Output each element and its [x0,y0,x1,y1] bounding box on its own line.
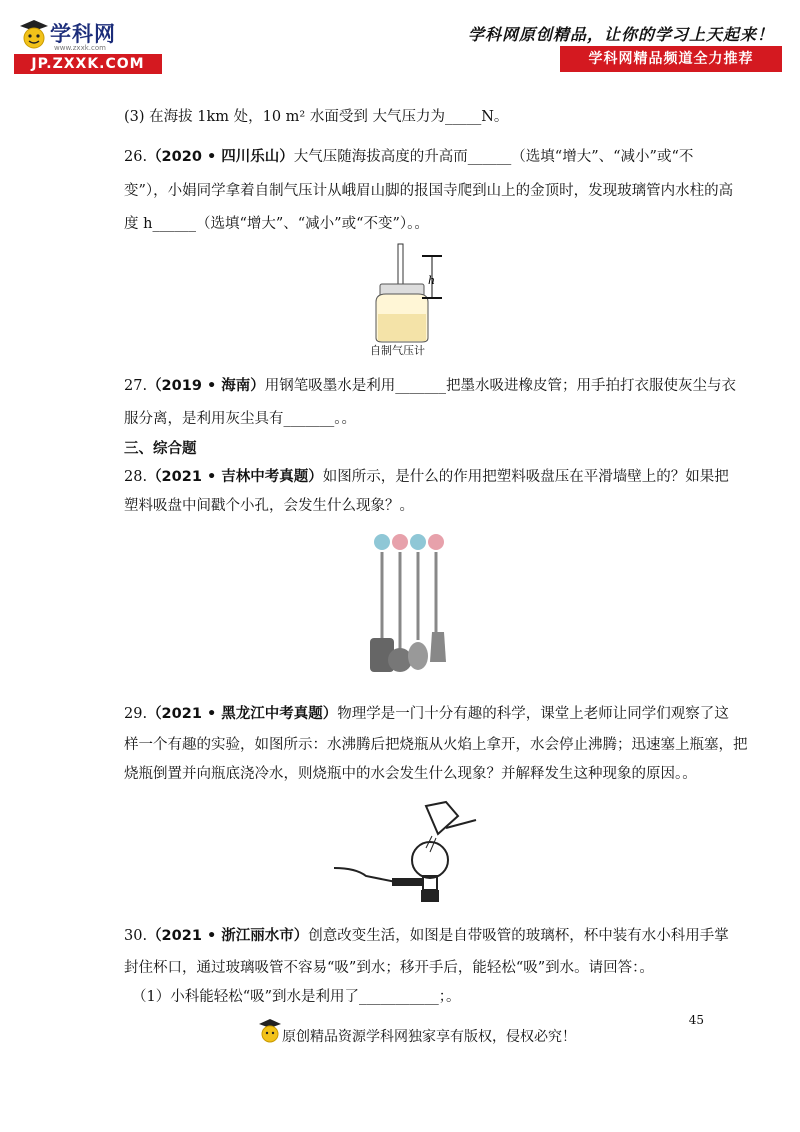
q26-line2: 变”），小娟同学拿着自制气压计从峨眉山脚的报国寺爬到山上的金顶时，发现玻璃管内水柱的高 [124,183,734,199]
suction-hooks-figure [362,530,462,680]
q26-number: 26. [124,149,148,165]
barometer-h-label: h [428,274,436,287]
q28-line1 [124,467,729,487]
q29-number: 29. [124,706,148,722]
q25-part3: (3) 在海拔 1km 处，10 m² 水面受到 大气压力为_____N。 [124,109,509,125]
q29-line2: 样一个有趣的实验，如图所示：水沸腾后把烧瓶从火焰上拿开，水会停止沸腾；迅速塞上瓶塞，把 [124,737,748,753]
q30-line2: 封住杯口，通过玻璃吸管不容易“吸”到水；移开手后，能轻松“吸”到水。请回答：。 [124,960,654,976]
logo-url: JP.ZXXK.COM [14,54,162,74]
page-number: 45 [688,1013,704,1027]
q30-sub1: （1）小科能轻松“吸”到水是利用了___________；。 [132,989,461,1005]
q28-text1: 如图所示，是什么的作用把塑料吸盘压在平滑墙壁上的？如果把 [322,469,729,485]
q30-source: （2021 • 浙江丽水市） [147,928,309,944]
header-slogan: 学科网原创精品，让你的学习上天起来！ [467,25,774,44]
q26-line1 [124,147,693,167]
q26-source: （2020 • 四川乐山） [147,149,294,165]
q28-line2: 塑料吸盘中间戳个小孔，会发生什么现象？。 [124,498,414,514]
footer-mascot-icon [258,1018,282,1044]
q27-line1 [124,376,736,396]
q28-number: 28. [124,469,148,485]
q26-line3: 度 h______（选填“增大”、“减小”或“不变”）。。 [124,216,429,232]
site-logo [14,18,164,74]
q29-text1: 物理学是一门十分有趣的科学，课堂上老师让同学们观察了这 [337,706,729,722]
q27-source: （2019 • 海南） [147,378,265,394]
q29-line1 [124,704,729,724]
q26-text1: 大气压随海拔高度的升高而______（选填“增大”、“减小”或“不 [293,149,694,165]
section-title: 三、综合题 [124,441,197,457]
channel-banner: 学科网精品频道全力推荐 [560,46,782,72]
q27-number: 27. [124,378,148,394]
logo-small-url: www.zxxk.com [54,44,106,52]
q30-text1: 创意改变生活，如图是自带吸管的玻璃杯，杯中装有水小科用手掌 [308,928,729,944]
q28-source: （2021 • 吉林中考真题） [147,469,323,485]
barometer-caption: 自制气压计 [370,344,425,357]
q29-source: （2021 • 黑龙江中考真题） [147,706,338,722]
q30-line1 [124,926,729,946]
q27-text1: 用钢笔吸墨水是利用_______把墨水吸进橡皮管；用手拍打衣服使灰尘与衣 [264,378,737,394]
q30-number: 30. [124,928,148,944]
flask-experiment-figure [326,798,492,908]
logo-name: 学科网 [50,22,116,46]
footer-copyright: 原创精品资源学科网独家享有版权，侵权必究！ [282,1029,576,1045]
q29-line3: 烧瓶倒置并向瓶底浇冷水，则烧瓶中的水会发生什么现象？并解释发生这种现象的原因。。 [124,766,697,782]
q27-line2: 服分离，是利用灰尘具有_______。。 [124,411,356,427]
mascot-icon [18,18,50,52]
